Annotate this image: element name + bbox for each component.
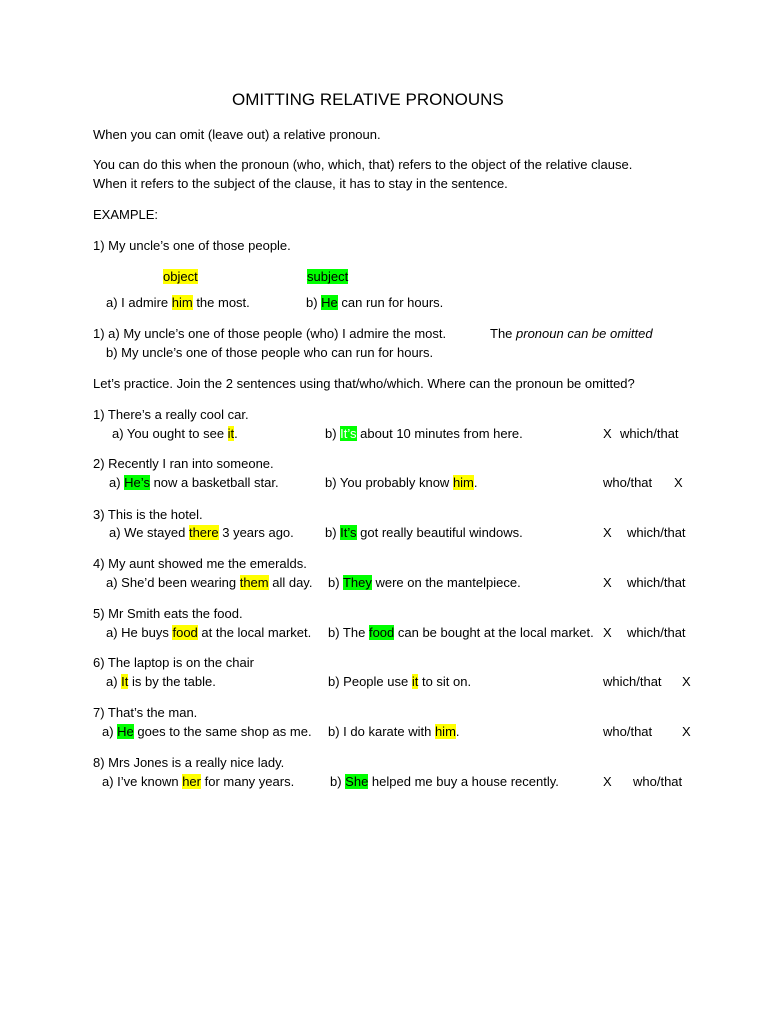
highlight-subject: He: [321, 295, 338, 310]
exercise-7-main: 7) That’s the man.: [93, 705, 198, 720]
exercise-6-main: 6) The laptop is on the chair: [93, 655, 254, 670]
exercise-3-answer-a: X: [603, 525, 612, 540]
exercise-7-answer-b: X: [682, 724, 691, 739]
exercise-4-answer-a: X: [603, 575, 612, 590]
exercise-2-a: a) He’s now a basketball star.: [109, 475, 279, 490]
exercise-1-main: 1) There’s a really cool car.: [93, 407, 249, 422]
highlight-object: him: [171, 295, 193, 310]
exercise-3-a: a) We stayed there 3 years ago.: [109, 525, 294, 540]
exercise-7-answer-a: who/that: [603, 724, 653, 739]
exercise-2-main: 2) Recently I ran into someone.: [93, 456, 274, 471]
omission-note: The pronoun can be omitted: [490, 326, 653, 341]
exercise-6-b: b) People use it to sit on.: [328, 674, 472, 689]
exercise-6-answer-a: which/that: [603, 674, 662, 689]
exercise-5-a: a) He buys food at the local market.: [106, 625, 312, 640]
page-title: OMITTING RELATIVE PRONOUNS: [232, 90, 504, 109]
exercise-4-b: b) They were on the mantelpiece.: [328, 575, 521, 590]
exercise-8-answer-a: X: [603, 774, 612, 789]
example-main-sentence: 1) My uncle’s one of those people.: [93, 238, 291, 253]
exercise-1-b: b) It’s about 10 minutes from here.: [325, 426, 523, 441]
exercise-7-a: a) He goes to the same shop as me.: [102, 724, 312, 739]
exercise-5-answer-a: X: [603, 625, 612, 640]
exercise-2-b: b) You probably know him.: [325, 475, 478, 490]
subject-label: subject: [307, 269, 349, 284]
joined-sentence-b: b) My uncle’s one of those people who can run for hours.: [106, 345, 434, 360]
exercise-1-a: a) You ought to see it.: [112, 426, 238, 441]
exercise-6-answer-b: X: [682, 674, 691, 689]
exercise-7-b: b) I do karate with him.: [328, 724, 460, 739]
intro-line-3: When it refers to the subject of the clause, it has to stay in the sentence.: [93, 176, 508, 191]
example-sentence-b: b) He can run for hours.: [306, 295, 444, 310]
exercise-2-answer-a: who/that: [603, 475, 653, 490]
exercise-3-b: b) It’s got really beautiful windows.: [325, 525, 523, 540]
joined-sentence-a: 1) a) My uncle’s one of those people (who) I admire the most.: [93, 326, 447, 341]
intro-line-1: When you can omit (leave out) a relative pronoun.: [93, 127, 381, 142]
example-sentence-a: a) I admire him the most.: [106, 295, 250, 310]
exercise-4-answer-b: which/that: [627, 575, 686, 590]
exercise-1-answer-b: which/that: [620, 426, 679, 441]
practice-instructions: Let’s practice. Join the 2 sentences using that/who/which. Where can the pronoun be omitted?: [93, 376, 635, 391]
intro-line-2: You can do this when the pronoun (who, which, that) refers to the object of the relative clause.: [93, 157, 633, 172]
exercise-2-answer-b: X: [674, 475, 683, 490]
exercise-5-answer-b: which/that: [627, 625, 686, 640]
exercise-5-b: b) The food can be bought at the local market.: [328, 625, 594, 640]
example-label: EXAMPLE:: [93, 207, 159, 222]
exercise-3-answer-b: which/that: [627, 525, 686, 540]
exercise-4-main: 4) My aunt showed me the emeralds.: [93, 556, 307, 571]
exercise-8-a: a) I’ve known her for many years.: [102, 774, 295, 789]
exercise-8-main: 8) Mrs Jones is a really nice lady.: [93, 755, 285, 770]
exercise-5-main: 5) Mr Smith eats the food.: [93, 606, 243, 621]
exercise-8-answer-b: who/that: [633, 774, 683, 789]
object-label: object: [163, 269, 198, 284]
exercise-8-b: b) She helped me buy a house recently.: [330, 774, 559, 789]
exercise-4-a: a) She’d been wearing them all day.: [106, 575, 313, 590]
exercise-1-answer-a: X: [603, 426, 612, 441]
exercise-3-main: 3) This is the hotel.: [93, 507, 203, 522]
exercise-6-a: a) It is by the table.: [106, 674, 216, 689]
